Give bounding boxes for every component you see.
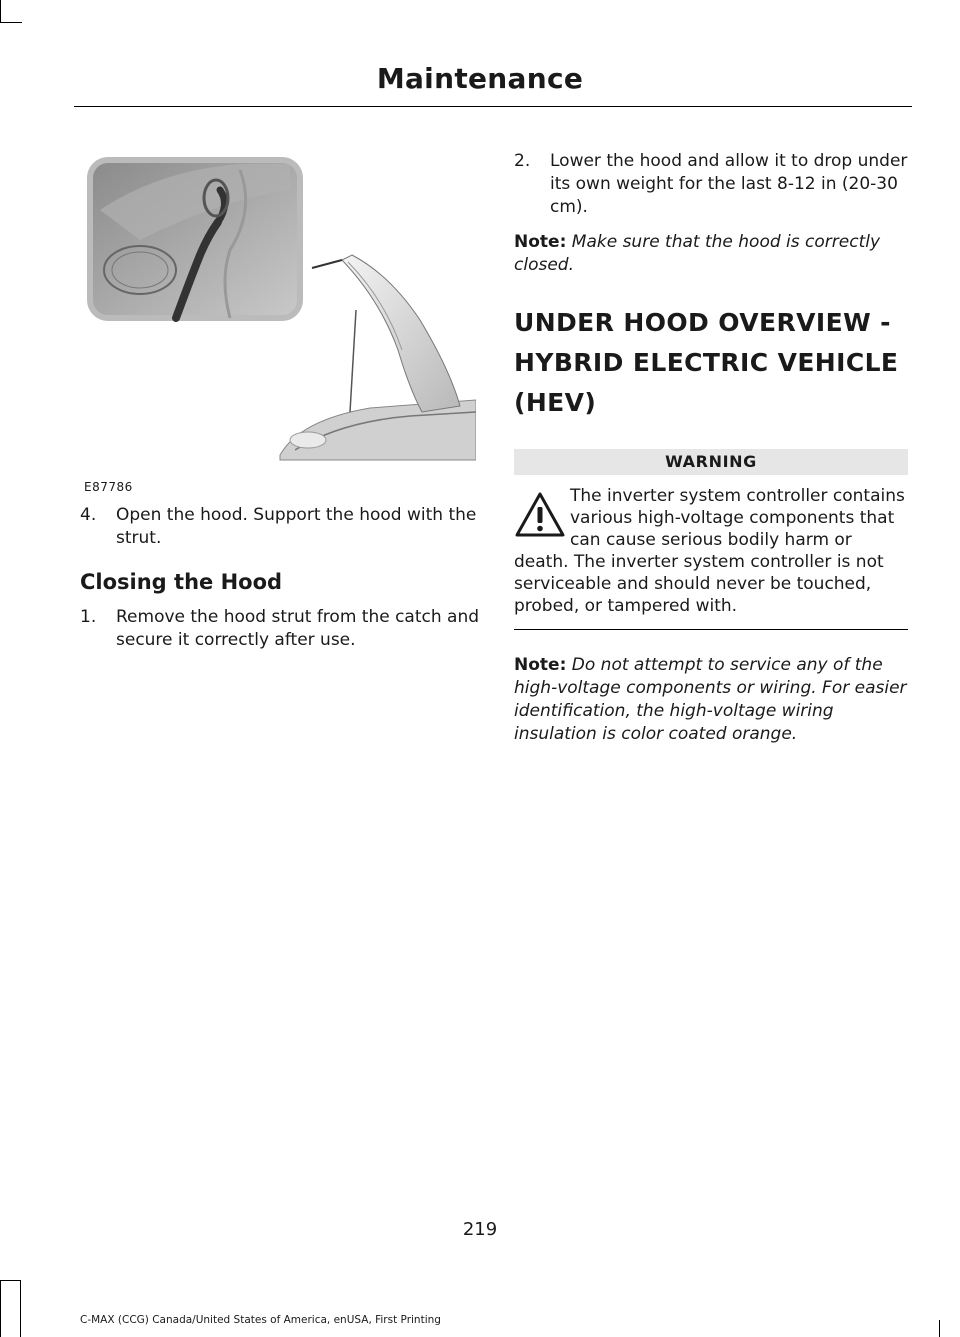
step-text: Lower the hood and allow it to drop under its own weight for the last 8-12 in (20-30 cm). <box>550 151 908 217</box>
page-title: Maintenance <box>376 62 584 95</box>
step-1 <box>80 606 480 652</box>
step-2 <box>514 150 908 219</box>
left-column <box>80 150 480 652</box>
warning-divider <box>514 629 908 630</box>
section-heading-line: HYBRID ELECTRIC VEHICLE <box>514 348 899 377</box>
note-hood-closed <box>514 231 908 277</box>
crop-mark <box>939 1320 940 1337</box>
footer-text: C-MAX (CCG) Canada/United States of America, enUSA, First Printing <box>80 1314 441 1326</box>
warning-box <box>514 485 908 617</box>
title-divider <box>74 106 912 107</box>
page-number: 219 <box>462 1219 498 1240</box>
warning-header: WARNING <box>514 449 908 475</box>
note-high-voltage <box>514 654 908 746</box>
note-text: Do not attempt to service any of the high-voltage components or wiring. For easier identification, the high-voltage wiring insulation is color coated orange. <box>514 655 907 744</box>
step-text: Open the hood. Support the hood with the strut. <box>116 505 477 548</box>
subheading-closing-hood: Closing the Hood <box>80 570 283 594</box>
crop-mark <box>0 22 22 23</box>
step-number: 1. <box>80 607 97 627</box>
section-heading-line: (HEV) <box>514 388 597 417</box>
section-heading-line: UNDER HOOD OVERVIEW - <box>514 308 891 337</box>
crop-mark <box>20 1280 21 1337</box>
warning-text: The inverter system controller contains various high-voltage components that can cause serious bodily harm or death. The inverter system controller is not serviceable and should never be touched, probed, or tampered with. <box>514 486 905 616</box>
crop-mark <box>0 1280 1 1337</box>
right-column <box>514 150 908 746</box>
hood-strut-illustration <box>80 150 476 470</box>
note-text: Make sure that the hood is correctly closed. <box>514 232 881 275</box>
warning-triangle-icon <box>514 491 566 539</box>
crop-mark <box>0 0 1 22</box>
step-number: 2. <box>514 151 531 171</box>
hood-strut-figure <box>80 150 476 492</box>
step-number: 4. <box>80 505 97 525</box>
step-text: Remove the hood strut from the catch and secure it correctly after use. <box>116 607 480 650</box>
crop-mark <box>0 1280 20 1281</box>
note-label: Note: <box>514 655 567 675</box>
step-4 <box>80 504 480 550</box>
section-heading <box>514 303 908 423</box>
figure-code: E87786 <box>84 480 133 494</box>
note-label: Note: <box>514 232 567 252</box>
